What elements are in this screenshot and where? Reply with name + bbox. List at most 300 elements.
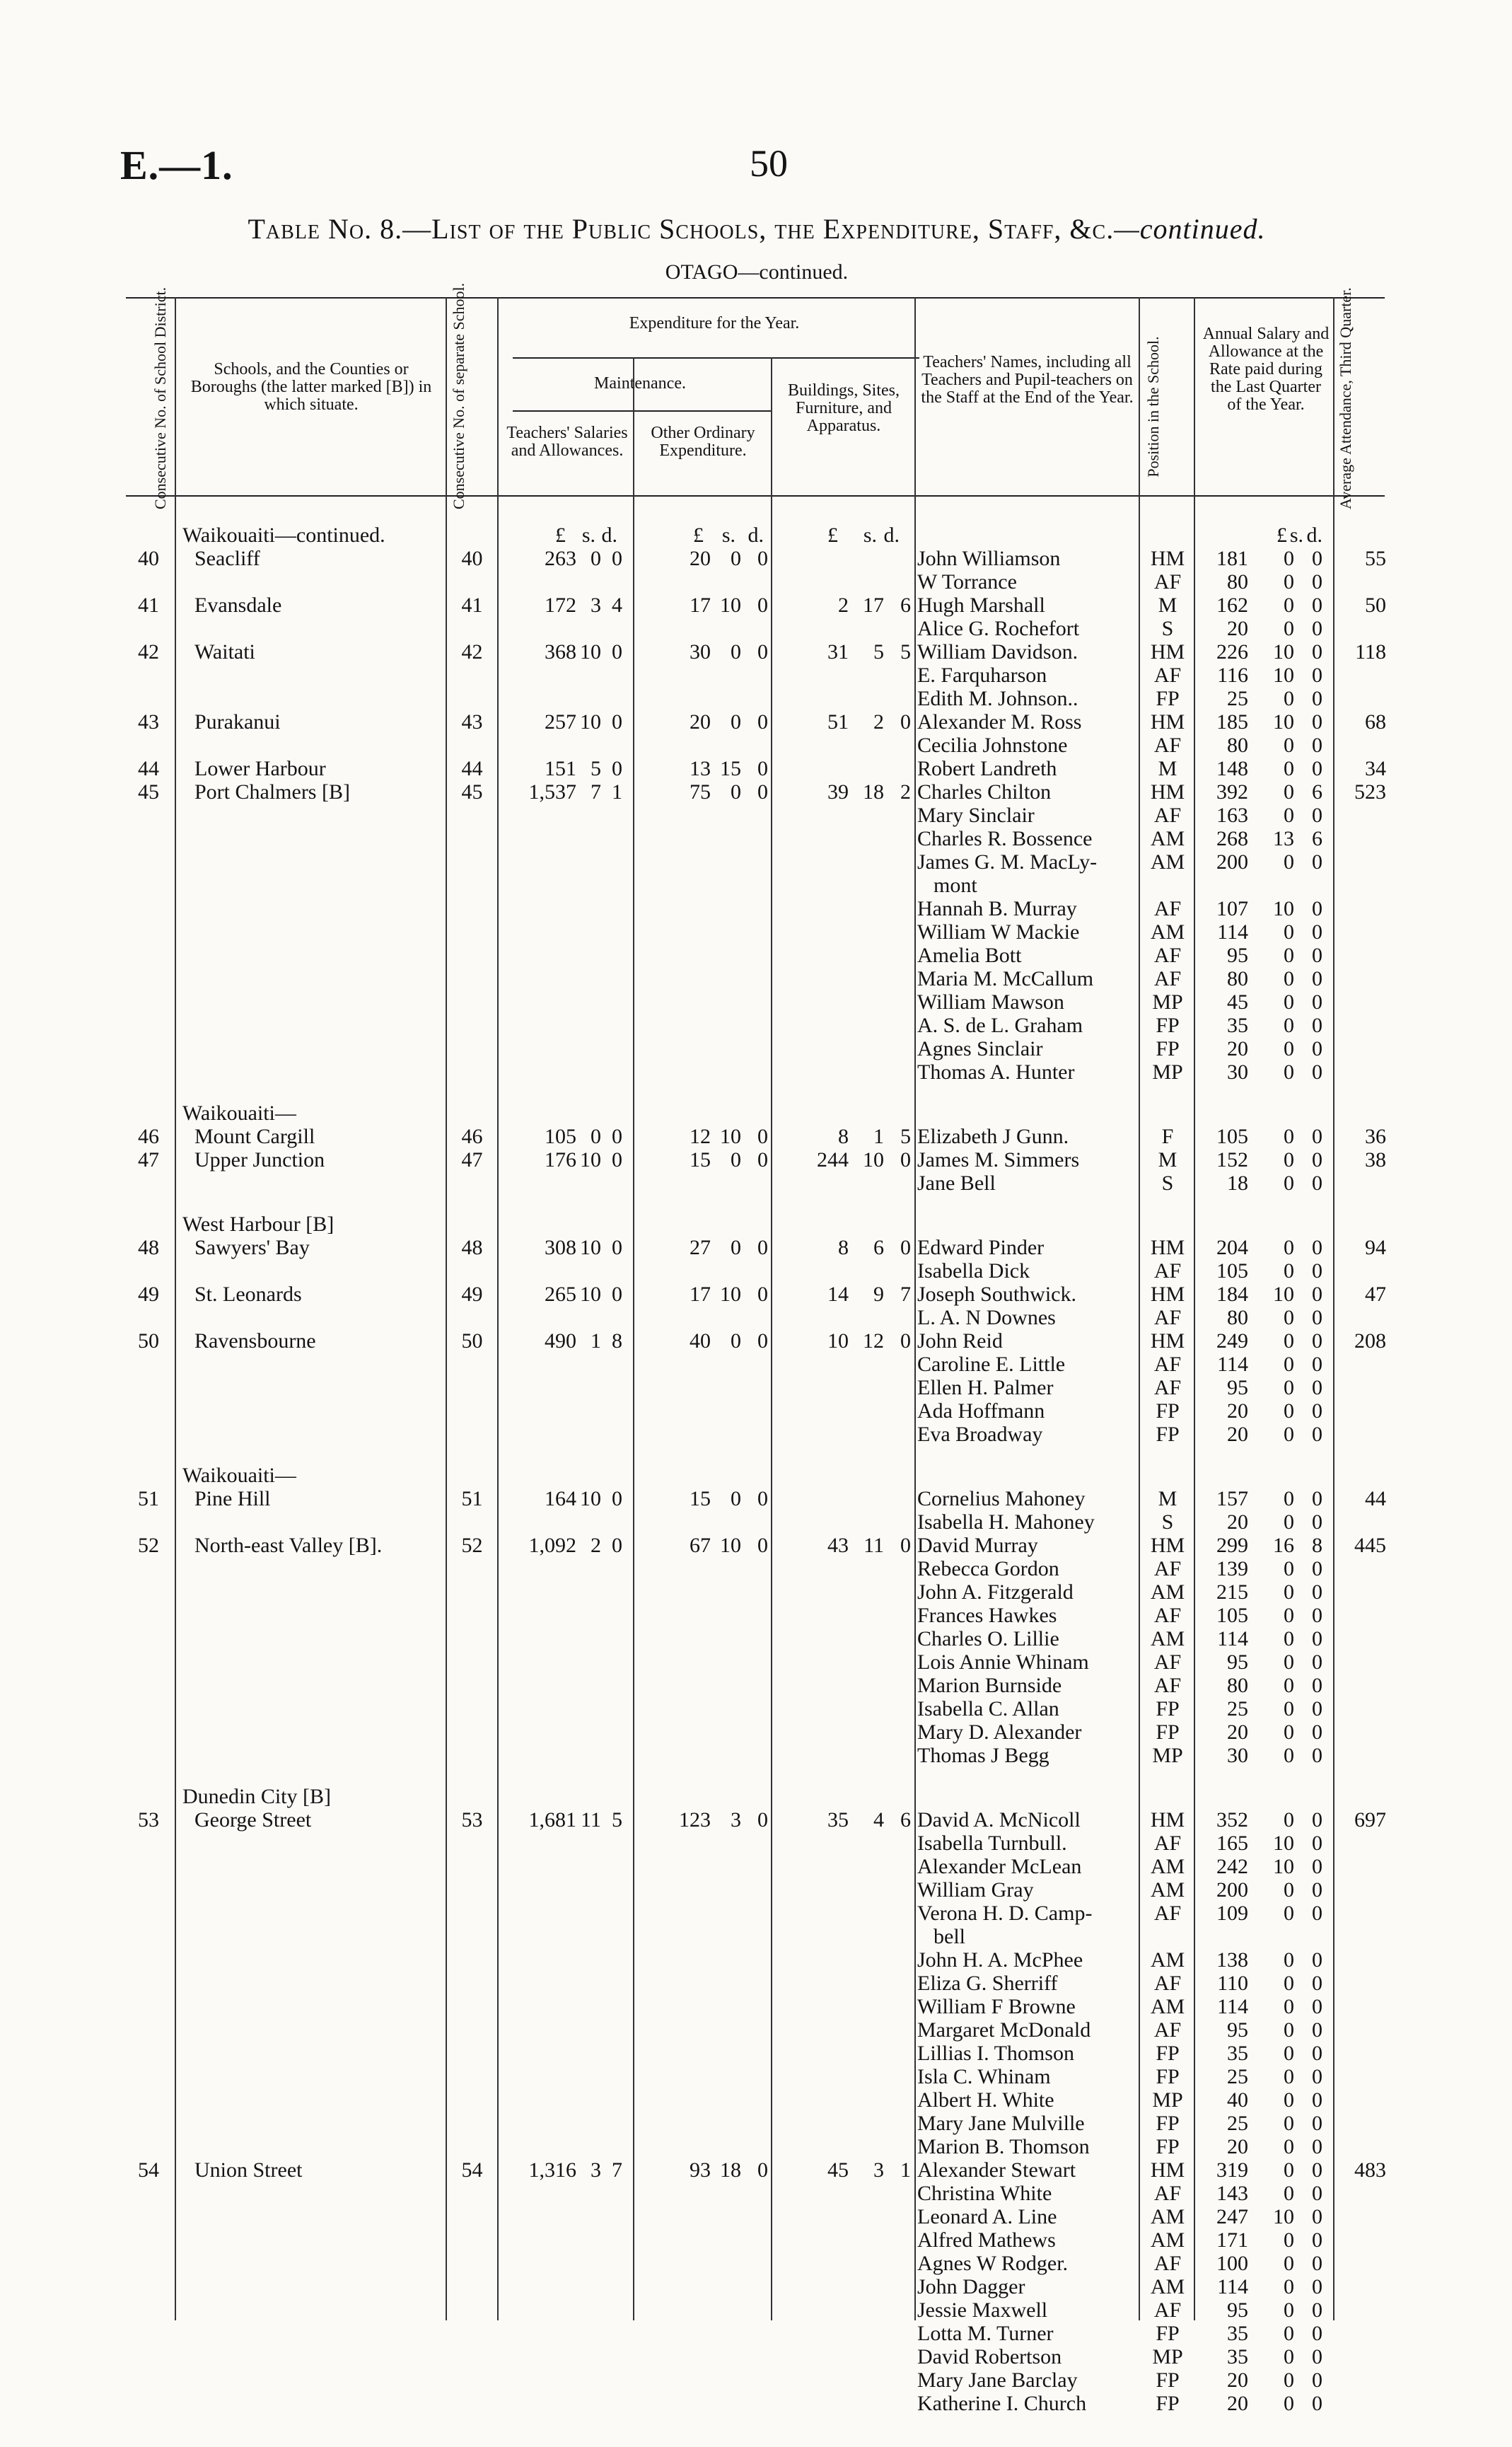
salary-pence: 0: [1312, 1720, 1322, 1744]
other-expenditure-pounds: 27: [690, 1236, 711, 1259]
salary-pounds: 80: [1227, 1674, 1248, 1697]
teacher-name: Maria M. McCallum: [917, 967, 1094, 990]
salary-pounds: 171: [1216, 2228, 1248, 2252]
other-expenditure-pounds: 17: [690, 1283, 711, 1306]
teacher-name: Jessie Maxwell: [917, 2298, 1048, 2322]
other-expenditure-pence: 0: [757, 780, 768, 804]
teachers-salaries-shillings: 10: [580, 640, 601, 664]
header-teachers-salaries: Teachers' Salaries and Allowances.: [506, 424, 628, 460]
teacher-name: W Torrance: [917, 570, 1017, 594]
salary-pounds: 139: [1216, 1557, 1248, 1580]
separate-school-number: 53: [461, 1808, 483, 1832]
salary-pounds: 181: [1216, 547, 1248, 570]
other-expenditure-pounds: 12: [690, 1125, 711, 1148]
other-expenditure-pounds: 13: [690, 757, 711, 780]
teacher-position: AF: [1153, 1832, 1182, 1855]
salary-shillings: 13: [1273, 827, 1294, 850]
salary-shillings: 0: [1284, 1236, 1294, 1259]
buildings-shillings: 5: [873, 640, 884, 664]
other-expenditure-pence: 0: [757, 1283, 768, 1306]
salary-pounds: 20: [1227, 617, 1248, 640]
salary-pounds: 30: [1227, 1060, 1248, 1084]
other-expenditure-pounds: 15: [690, 1148, 711, 1172]
buildings-shillings: 6: [873, 1236, 884, 1259]
teacher-name: Hannah B. Murray: [917, 897, 1077, 920]
other-expenditure-shillings: 18: [720, 2158, 741, 2182]
teacher-name: Frances Hawkes: [917, 1604, 1057, 1627]
teacher-position: AM: [1150, 1995, 1185, 2018]
salary-pounds: 200: [1216, 1878, 1248, 1902]
district-number: 44: [138, 757, 159, 780]
salary-pounds: 35: [1227, 2345, 1248, 2368]
other-expenditure-pence: 0: [757, 1125, 768, 1148]
teacher-position: AF: [1153, 734, 1182, 757]
salary-shillings: 0: [1284, 920, 1294, 944]
salary-pounds: 152: [1216, 1148, 1248, 1172]
header-district-no: Consecutive No. of School District.: [151, 287, 169, 509]
teacher-name: Hugh Marshall: [917, 594, 1045, 617]
salary-pounds: 95: [1227, 2298, 1248, 2322]
salary-shillings: 16: [1273, 1534, 1294, 1557]
school-name: George Street: [194, 1808, 312, 1832]
teachers-salaries-pounds: 308: [545, 1236, 576, 1259]
teacher-name: Alexander McLean: [917, 1855, 1082, 1878]
salary-pounds: 184: [1216, 1283, 1248, 1306]
teacher-position: AM: [1150, 1878, 1185, 1902]
salary-shillings: 0: [1284, 967, 1294, 990]
teachers-salaries-shillings: 2: [591, 1534, 601, 1557]
teacher-name: William F Browne: [917, 1995, 1076, 2018]
salary-pounds: 185: [1216, 710, 1248, 734]
teachers-salaries-pence: 0: [612, 757, 622, 780]
separate-school-number: 43: [461, 710, 483, 734]
other-expenditure-shillings: 0: [731, 547, 741, 570]
salary-shillings: 0: [1284, 1399, 1294, 1423]
school-name: Pine Hill: [194, 1487, 271, 1510]
other-expenditure-pounds: 93: [690, 2158, 711, 2182]
separate-school-number: 42: [461, 640, 483, 664]
school-group-label: West Harbour [B]: [182, 1213, 335, 1236]
salary-pounds: 114: [1217, 1353, 1248, 1376]
teachers-salaries-pounds: 164: [545, 1487, 576, 1510]
header-bottom-rule: [126, 495, 1385, 497]
teachers-salaries-pounds: 151: [545, 757, 576, 780]
buildings-pence: 0: [900, 1236, 911, 1259]
salary-shillings: 0: [1284, 1674, 1294, 1697]
buildings-shillings: 9: [873, 1283, 884, 1306]
salary-pounds: 20: [1227, 2135, 1248, 2158]
teacher-position: AM: [1150, 827, 1185, 850]
salary-shillings: 0: [1284, 687, 1294, 710]
header-teachers-names: Teachers' Names, including all Teachers and Pupil-teachers on the Staff at the End of the Year.: [921, 353, 1134, 407]
teacher-name: Amelia Bott: [917, 944, 1022, 967]
salary-pence: 0: [1312, 2158, 1322, 2182]
salary-shillings: 0: [1284, 1014, 1294, 1037]
teacher-name: John A. Fitzgerald: [917, 1580, 1074, 1604]
teacher-position: AF: [1153, 967, 1182, 990]
salary-pounds: 148: [1216, 757, 1248, 780]
teacher-position: AF: [1153, 570, 1182, 594]
other-expenditure-pence: 0: [757, 757, 768, 780]
teacher-name: Charles Chilton: [917, 780, 1052, 804]
salary-shillings: 0: [1284, 1510, 1294, 1534]
teacher-position: MP: [1152, 1744, 1183, 1767]
salary-pence: 0: [1312, 640, 1322, 664]
separate-school-number: 44: [461, 757, 483, 780]
other-expenditure-pence: 0: [757, 1487, 768, 1510]
teacher-position: AF: [1153, 1650, 1182, 1674]
district-number: 50: [138, 1329, 159, 1353]
teachers-salaries-pence: 0: [612, 1534, 622, 1557]
salary-pounds: 268: [1216, 827, 1248, 850]
salary-shillings: 0: [1284, 1580, 1294, 1604]
salary-shillings: 10: [1273, 710, 1294, 734]
salary-pounds: 25: [1227, 2065, 1248, 2088]
average-attendance: 68: [1365, 710, 1386, 734]
salary-pence: 0: [1312, 1557, 1322, 1580]
average-attendance: 483: [1354, 2158, 1386, 2182]
salary-pounds: 95: [1227, 944, 1248, 967]
salary-pence: 0: [1312, 804, 1322, 827]
salary-pence: 0: [1312, 1972, 1322, 1995]
teacher-position: AF: [1153, 1557, 1182, 1580]
salary-pence: 0: [1312, 757, 1322, 780]
salary-shillings: 0: [1284, 2158, 1294, 2182]
teacher-name: James M. Simmers: [917, 1148, 1080, 1172]
other-expenditure-pounds: 20: [690, 710, 711, 734]
teacher-name: Ellen H. Palmer: [917, 1376, 1054, 1399]
salary-shillings: 0: [1284, 1423, 1294, 1446]
teacher-position: MP: [1152, 2345, 1183, 2368]
teacher-name: David Robertson: [917, 2345, 1062, 2368]
teacher-name: Joseph Southwick.: [917, 1283, 1076, 1306]
buildings-shillings: 18: [863, 780, 884, 804]
teachers-salaries-shillings: 0: [591, 547, 601, 570]
salary-pounds: 352: [1216, 1808, 1248, 1832]
other-expenditure-shillings: 3: [731, 1808, 741, 1832]
salary-pence: 0: [1312, 1172, 1322, 1195]
teacher-position: HM: [1150, 780, 1185, 804]
salary-pounds: 114: [1217, 1995, 1248, 2018]
teachers-salaries-pounds: 1,316: [528, 2158, 576, 2182]
currency-header-pence: d.: [1306, 523, 1322, 547]
salary-pounds: 163: [1216, 804, 1248, 827]
salary-pounds: 35: [1227, 1014, 1248, 1037]
salary-shillings: 0: [1284, 2275, 1294, 2298]
district-number: 43: [138, 710, 159, 734]
buildings-pence: 0: [900, 1534, 911, 1557]
school-name: St. Leonards: [194, 1283, 302, 1306]
teacher-name: Lois Annie Whinam: [917, 1650, 1089, 1674]
other-expenditure-pence: 0: [757, 1236, 768, 1259]
header-expenditure: Expenditure for the Year.: [629, 314, 800, 332]
teacher-position: AF: [1153, 1674, 1182, 1697]
buildings-shillings: 2: [873, 710, 884, 734]
salary-pence: 0: [1312, 1948, 1322, 1972]
salary-pounds: 165: [1216, 1832, 1248, 1855]
maintenance-rule: [513, 410, 771, 412]
salary-pence: 0: [1312, 1878, 1322, 1902]
school-name: Purakanui: [194, 710, 281, 734]
salary-pounds: 114: [1217, 2275, 1248, 2298]
teacher-name: Eva Broadway: [917, 1423, 1043, 1446]
salary-pounds: 226: [1216, 640, 1248, 664]
buildings-pounds: 10: [827, 1329, 849, 1353]
teacher-position: AM: [1150, 2228, 1185, 2252]
teachers-salaries-shillings: 10: [580, 1148, 601, 1172]
teacher-position: FP: [1156, 2042, 1180, 2065]
teacher-name: L. A. N Downes: [917, 1306, 1056, 1329]
school-name: Port Chalmers [B]: [194, 780, 350, 804]
salary-pence: 0: [1312, 1674, 1322, 1697]
teacher-position: AF: [1153, 2182, 1182, 2205]
school-name: Union Street: [194, 2158, 303, 2182]
teachers-salaries-pounds: 172: [545, 594, 576, 617]
teacher-name-continued: bell: [934, 1925, 965, 1948]
other-expenditure-pence: 0: [757, 1808, 768, 1832]
teacher-name: Marion B. Thomson: [917, 2135, 1090, 2158]
salary-shillings: 0: [1284, 734, 1294, 757]
teachers-salaries-shillings: 10: [580, 1236, 601, 1259]
other-expenditure-pounds: 67: [690, 1534, 711, 1557]
buildings-shillings: 3: [873, 2158, 884, 2182]
salary-pence: 0: [1312, 1487, 1322, 1510]
district-number: 42: [138, 640, 159, 664]
teacher-name: William Gray: [917, 1878, 1034, 1902]
salary-pence: 0: [1312, 1014, 1322, 1037]
salary-shillings: 0: [1284, 1125, 1294, 1148]
teacher-name: Robert Landreth: [917, 757, 1057, 780]
salary-pence: 0: [1312, 1808, 1322, 1832]
teacher-name: Mary Jane Barclay: [917, 2368, 1078, 2392]
salary-pence: 0: [1312, 2252, 1322, 2275]
buildings-pence: 0: [900, 710, 911, 734]
teacher-name: Alexander M. Ross: [917, 710, 1082, 734]
other-expenditure-shillings: 0: [731, 780, 741, 804]
teacher-position: HM: [1150, 1808, 1185, 1832]
separate-school-number: 40: [461, 547, 483, 570]
document-reference: E.—1.: [120, 142, 233, 188]
separate-school-number: 50: [461, 1329, 483, 1353]
teachers-salaries-pence: 5: [612, 1808, 622, 1832]
salary-pence: 0: [1312, 547, 1322, 570]
teacher-position: S: [1161, 617, 1174, 640]
teacher-name: Mary Sinclair: [917, 804, 1035, 827]
district-number: 45: [138, 780, 159, 804]
district-number: 51: [138, 1487, 159, 1510]
salary-pounds: 20: [1227, 2368, 1248, 2392]
salary-shillings: 10: [1273, 1832, 1294, 1855]
teacher-name: Isabella C. Allan: [917, 1697, 1059, 1720]
salary-pounds: 20: [1227, 1423, 1248, 1446]
salary-pence: 0: [1312, 2228, 1322, 2252]
teachers-salaries-shillings: 0: [591, 1125, 601, 1148]
salary-pounds: 80: [1227, 570, 1248, 594]
salary-pence: 0: [1312, 1148, 1322, 1172]
salary-pence: 0: [1312, 1627, 1322, 1650]
average-attendance: 118: [1355, 640, 1386, 664]
salary-shillings: 0: [1284, 1902, 1294, 1925]
salary-pounds: 100: [1216, 2252, 1248, 2275]
teacher-position: FP: [1156, 1037, 1180, 1060]
other-expenditure-pence: 0: [757, 1329, 768, 1353]
buildings-shillings: 12: [863, 1329, 884, 1353]
teacher-position: HM: [1150, 1329, 1185, 1353]
currency-header-shillings: s.: [721, 523, 735, 547]
header-buildings: Buildings, Sites, Furniture, and Apparatus.: [787, 381, 900, 435]
currency-header-pence: d.: [883, 523, 900, 547]
salary-pence: 0: [1312, 734, 1322, 757]
header-separate-no: Consecutive No. of separate School.: [450, 282, 467, 509]
salary-shillings: 0: [1284, 1604, 1294, 1627]
school-name: Evansdale: [194, 594, 282, 617]
salary-pence: 0: [1312, 1902, 1322, 1925]
salary-pence: 0: [1312, 897, 1322, 920]
salary-pence: 0: [1312, 2182, 1322, 2205]
salary-shillings: 0: [1284, 944, 1294, 967]
buildings-pence: 0: [900, 1329, 911, 1353]
district-number: 54: [138, 2158, 159, 2182]
teacher-position: FP: [1156, 2392, 1180, 2415]
teacher-name: Caroline E. Little: [917, 1353, 1066, 1376]
teachers-salaries-pounds: 1,092: [528, 1534, 576, 1557]
salary-shillings: 0: [1284, 2322, 1294, 2345]
salary-shillings: 0: [1284, 2018, 1294, 2042]
salary-shillings: 0: [1284, 2042, 1294, 2065]
buildings-pence: 7: [900, 1283, 911, 1306]
salary-pounds: 80: [1227, 967, 1248, 990]
teacher-position: AF: [1153, 2252, 1182, 2275]
teacher-position: AM: [1150, 2205, 1185, 2228]
title-suffix: —continued.: [1114, 213, 1266, 245]
other-expenditure-shillings: 0: [731, 640, 741, 664]
salary-shillings: 0: [1284, 1353, 1294, 1376]
page-header: [120, 141, 1414, 191]
salary-pounds: 18: [1227, 1172, 1248, 1195]
teacher-position: AF: [1153, 1604, 1182, 1627]
average-attendance: 55: [1365, 547, 1386, 570]
salary-pounds: 110: [1217, 1972, 1248, 1995]
salary-pence: 0: [1312, 1060, 1322, 1084]
teacher-name: Thomas J Begg: [917, 1744, 1049, 1767]
teacher-position: HM: [1150, 547, 1185, 570]
teacher-name: Alice G. Rochefort: [917, 617, 1080, 640]
salary-pence: 0: [1312, 1329, 1322, 1353]
school-name: Sawyers' Bay: [194, 1236, 310, 1259]
salary-pence: 0: [1312, 1510, 1322, 1534]
separate-school-number: 45: [461, 780, 483, 804]
salary-pounds: 105: [1216, 1125, 1248, 1148]
teacher-name: John Dagger: [917, 2275, 1025, 2298]
salary-pounds: 109: [1216, 1902, 1248, 1925]
currency-header-pounds: £: [827, 523, 838, 547]
teacher-name: James G. M. MacLy-: [917, 850, 1098, 874]
school-group-label: Waikouaiti—continued.: [182, 523, 385, 547]
teachers-salaries-pence: 0: [612, 1487, 622, 1510]
other-expenditure-pounds: 30: [690, 640, 711, 664]
salary-pence: 0: [1312, 687, 1322, 710]
salary-pounds: 95: [1227, 1376, 1248, 1399]
salary-pounds: 319: [1216, 2158, 1248, 2182]
teacher-name: Marion Burnside: [917, 1674, 1062, 1697]
teacher-position: AM: [1150, 1580, 1185, 1604]
currency-header-pence: d.: [748, 523, 764, 547]
teacher-name: John H. A. McPhee: [917, 1948, 1083, 1972]
teacher-name: Agnes W Rodger.: [917, 2252, 1069, 2275]
salary-pence: 0: [1312, 2392, 1322, 2415]
salary-pence: 0: [1312, 2345, 1322, 2368]
teacher-position: HM: [1150, 2158, 1185, 2182]
district-number: 46: [138, 1125, 159, 1148]
teacher-name: Isabella Dick: [917, 1259, 1030, 1283]
header-maintenance: Maintenance.: [594, 374, 686, 393]
other-expenditure-pence: 0: [757, 547, 768, 570]
header-annual-salary: Annual Salary and Allowance at the Rate paid during the Last Quarter of the Year.: [1202, 325, 1330, 414]
salary-shillings: 0: [1284, 1259, 1294, 1283]
teacher-name: Mary D. Alexander: [917, 1720, 1082, 1744]
school-group-label: Waikouaiti—: [182, 1101, 296, 1125]
teachers-salaries-pence: 8: [612, 1329, 622, 1353]
teacher-position: M: [1158, 1487, 1177, 1510]
teacher-name: Charles R. Bossence: [917, 827, 1093, 850]
salary-shillings: 0: [1284, 1329, 1294, 1353]
teachers-salaries-pounds: 1,537: [528, 780, 576, 804]
salary-shillings: 0: [1284, 1148, 1294, 1172]
teacher-position: FP: [1156, 687, 1180, 710]
salary-pence: 0: [1312, 1037, 1322, 1060]
teacher-position: AF: [1153, 2298, 1182, 2322]
other-expenditure-pence: 0: [757, 2158, 768, 2182]
salary-shillings: 0: [1284, 2298, 1294, 2322]
teacher-position: AF: [1153, 1259, 1182, 1283]
separate-school-number: 54: [461, 2158, 483, 2182]
average-attendance: 445: [1354, 1534, 1386, 1557]
teachers-salaries-shillings: 7: [591, 780, 601, 804]
teachers-salaries-pence: 0: [612, 1148, 622, 1172]
teacher-name: Jane Bell: [917, 1172, 996, 1195]
teacher-position: AF: [1153, 897, 1182, 920]
salary-shillings: 0: [1284, 990, 1294, 1014]
teachers-salaries-shillings: 10: [580, 1487, 601, 1510]
teachers-salaries-shillings: 5: [591, 757, 601, 780]
teachers-salaries-pence: 0: [612, 710, 622, 734]
teacher-position: MP: [1152, 2088, 1183, 2112]
teacher-position: AF: [1153, 664, 1182, 687]
currency-header-shillings: s.: [581, 523, 595, 547]
salary-pence: 0: [1312, 1855, 1322, 1878]
average-attendance: 34: [1365, 757, 1386, 780]
separate-school-number: 51: [461, 1487, 483, 1510]
other-expenditure-shillings: 0: [731, 1329, 741, 1353]
teachers-salaries-pence: 0: [612, 1283, 622, 1306]
salary-pence: 6: [1312, 827, 1322, 850]
teacher-position: AM: [1150, 1627, 1185, 1650]
salary-pounds: 299: [1216, 1534, 1248, 1557]
buildings-pounds: 43: [827, 1534, 849, 1557]
teachers-salaries-pence: 0: [612, 547, 622, 570]
salary-shillings: 0: [1284, 1060, 1294, 1084]
header-other-expenditure: Other Ordinary Expenditure.: [651, 424, 755, 460]
currency-header-pounds: £: [693, 523, 704, 547]
buildings-shillings: 11: [863, 1534, 884, 1557]
teacher-name: Edward Pinder: [917, 1236, 1045, 1259]
salary-pence: 0: [1312, 664, 1322, 687]
buildings-shillings: 10: [863, 1148, 884, 1172]
table-subtitle: OTAGO—continued.: [665, 260, 849, 284]
teachers-salaries-pounds: 368: [545, 640, 576, 664]
teacher-name: Alexander Stewart: [917, 2158, 1076, 2182]
salary-shillings: 0: [1284, 1720, 1294, 1744]
